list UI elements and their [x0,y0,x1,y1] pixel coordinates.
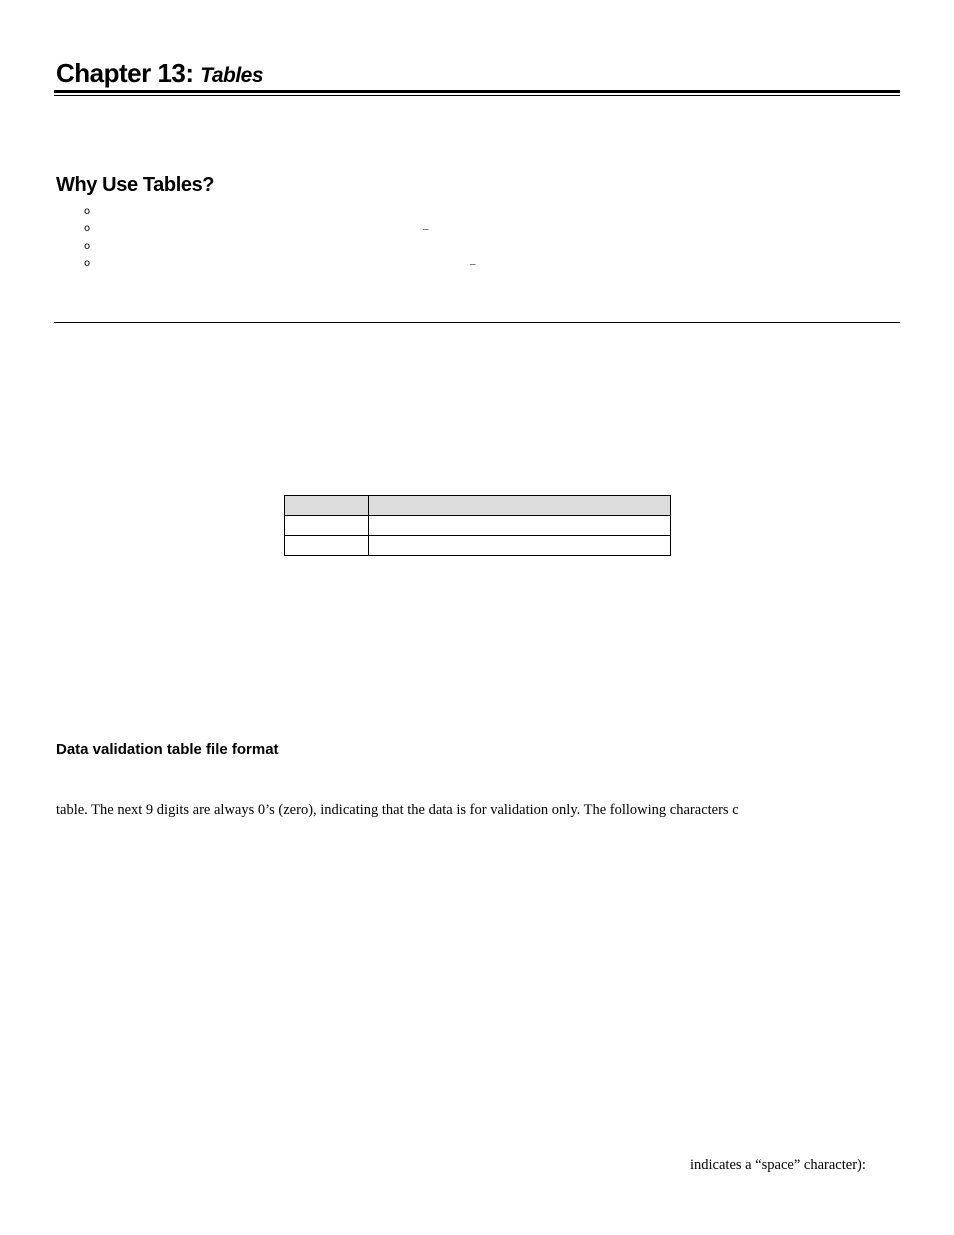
chapter-subtitle: Tables [200,64,264,87]
dash-mark: – [423,223,429,235]
chapter-title [56,56,263,93]
table-row [285,516,671,536]
table-cell [369,536,671,556]
table-row [285,536,671,556]
bullet-marker: o [84,241,91,252]
bullet-marker: o [84,206,91,217]
paragraph-space-note: indicates a “space” character): [690,1157,866,1173]
chapter-rule-thin [54,95,900,96]
table-header-cell [369,496,671,516]
chapter-label: Chapter 13: [56,58,194,88]
data-table [284,495,671,556]
bullet-marker: o [84,258,91,269]
table-cell [369,516,671,536]
subsection-heading: Data validation table file format [56,741,279,758]
dash-mark: – [470,258,476,270]
table-header-row [285,496,671,516]
table-cell [285,536,369,556]
chapter-rule-thick [54,90,900,93]
section-heading: Why Use Tables? [56,174,215,196]
table-cell [285,516,369,536]
bullet-marker: o [84,223,91,234]
section-divider [54,322,900,323]
paragraph-validation: table. The next 9 digits are always 0’s (zero), indicating that the data is for validation only. The following characters c [56,802,739,818]
table-header-cell [285,496,369,516]
